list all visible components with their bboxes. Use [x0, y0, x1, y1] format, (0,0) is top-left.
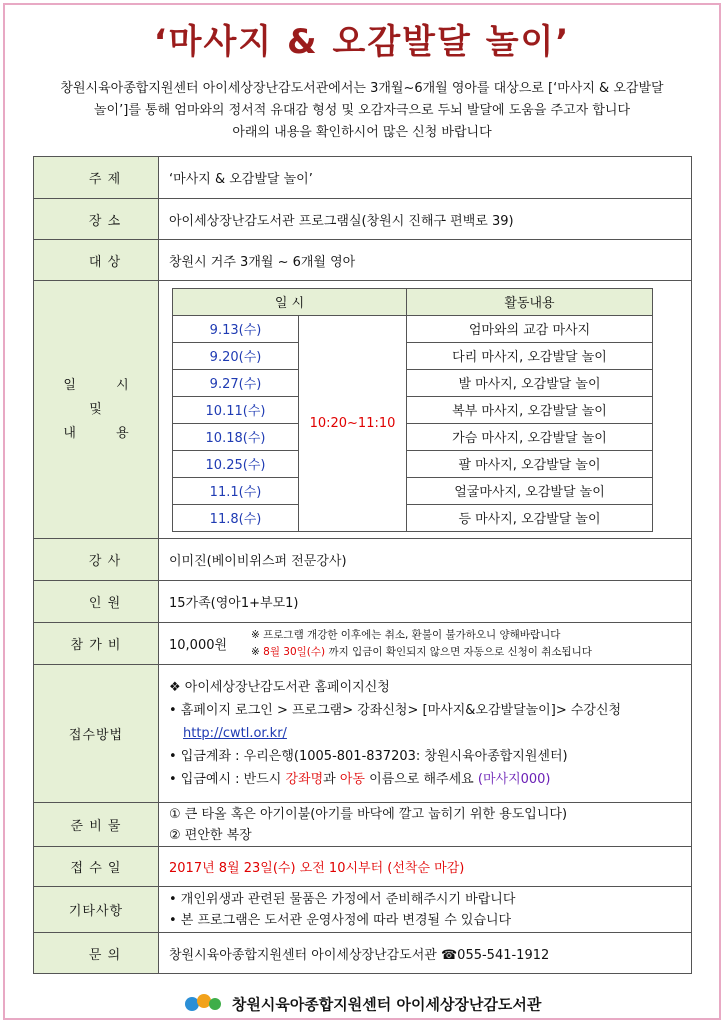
apply-line: • 입금계좌 : 우리은행(1005-801-837203: 창원시육아종합지원센터): [169, 749, 568, 764]
label-prep: 준 비 물: [34, 803, 159, 847]
fee-deadline: 8월 30일(수): [263, 645, 326, 658]
schedule-header-date: 일 시: [173, 288, 407, 315]
schedule-row: [173, 477, 653, 504]
schedule-date: 9.13(수): [173, 315, 299, 342]
apply-example-a: • 입금예시 : 반드시: [169, 772, 286, 787]
label-schedule-line: 일 시: [63, 377, 147, 393]
row-apply: [34, 665, 692, 803]
intro-line: 창원시육아종합지원센터 아이세상장난감도서관에서는 3개월~6개월 영아를 대상으로 [‘마사지 & 오감발달: [60, 81, 664, 96]
schedule-row: [173, 369, 653, 396]
value-fee: 10,000원: [169, 638, 228, 653]
value-receipt: 2017년 8월 23일(수) 오전 10시부터 (선착순 마감): [159, 847, 692, 887]
apply-example-sample: (마사지000): [477, 772, 551, 787]
label-fee: 참 가 비: [34, 623, 159, 665]
schedule-date: 11.8(수): [173, 504, 299, 531]
schedule-row: [173, 504, 653, 531]
schedule-date: 10.11(수): [173, 396, 299, 423]
row-instructor: [34, 539, 692, 581]
schedule-row: [173, 450, 653, 477]
fee-note-2-post: 까지 입금이 확인되지 않으면 자동으로 신청이 취소됩니다: [325, 645, 592, 658]
row-place: [34, 199, 692, 240]
schedule-content: 복부 마사지, 오감발달 놀이: [407, 396, 653, 423]
schedule-time: 10:20~11:10: [299, 315, 407, 531]
value-prep: [159, 803, 692, 847]
value-topic: ‘마사지 & 오감발달 놀이’: [159, 157, 692, 199]
info-table: [33, 156, 692, 974]
schedule-header-content: 활동내용: [407, 288, 653, 315]
row-etc: [34, 887, 692, 933]
value-place: 아이세상장난감도서관 프로그램실(창원시 진해구 편백로 39): [159, 199, 692, 240]
schedule-content: 팔 마사지, 오감발달 놀이: [407, 450, 653, 477]
schedule-content: 다리 마사지, 오감발달 놀이: [407, 342, 653, 369]
schedule-row: [173, 396, 653, 423]
apply-example-e: 이름으로 해주세요: [365, 772, 478, 787]
schedule-date: 11.1(수): [173, 477, 299, 504]
label-etc: 기타사항: [34, 887, 159, 933]
value-target: 창원시 거주 3개월 ~ 6개월 영아: [159, 240, 692, 281]
schedule-row: [173, 423, 653, 450]
etc-line: • 개인위생과 관련된 물품은 가정에서 준비해주시기 바랍니다: [169, 891, 516, 907]
schedule-table: [172, 288, 653, 532]
value-inquiry: 창원시육아종합지원센터 아이세상장난감도서관 ☎055-541-1912: [159, 933, 692, 974]
value-etc: [159, 887, 692, 933]
label-topic: 주 제: [34, 157, 159, 199]
row-target: [34, 240, 692, 281]
schedule-date: 9.27(수): [173, 369, 299, 396]
apply-line-example: [169, 768, 681, 791]
apply-example-course: 강좌명: [285, 772, 324, 787]
apply-example-child: 아동: [339, 772, 365, 787]
schedule-date: 10.18(수): [173, 423, 299, 450]
schedule-content: 발 마사지, 오감발달 놀이: [407, 369, 653, 396]
row-inquiry: [34, 933, 692, 974]
label-receipt: 접 수 일: [34, 847, 159, 887]
schedule-row: [173, 342, 653, 369]
row-fee: [34, 623, 692, 665]
footer: [0, 990, 724, 1020]
schedule-date: 10.25(수): [173, 450, 299, 477]
intro-text: [14, 78, 710, 144]
schedule-content: 등 마사지, 오감발달 놀이: [407, 504, 653, 531]
schedule-date: 9.20(수): [173, 342, 299, 369]
label-apply: 접수방법: [34, 665, 159, 803]
prep-line: ① 큰 타올 혹은 아기이불(아기를 바닥에 깔고 눕히기 위한 용도입니다): [169, 806, 568, 822]
schedule-content: 가슴 마사지, 오감발달 놀이: [407, 423, 653, 450]
intro-line: 놀이’]를 통해 엄마와의 정서적 유대감 형성 및 오감자극으로 두뇌 발달에 도움을 주고자 합니다: [94, 103, 630, 118]
row-topic: [34, 157, 692, 199]
label-schedule-line: 내 용: [63, 425, 147, 441]
label-headcount: 인 원: [34, 581, 159, 623]
label-schedule-line: 및: [89, 401, 103, 417]
fee-note-1: ※ 프로그램 개강한 이후에는 취소, 환불이 불가하오니 양해바랍니다: [251, 628, 561, 641]
row-schedule: [34, 281, 692, 539]
value-headcount: 15가족(영아1+부모1): [159, 581, 692, 623]
prep-line: ② 편안한 복장: [169, 827, 252, 843]
row-receipt: [34, 847, 692, 887]
label-schedule: [34, 281, 159, 539]
center-logo-icon: [183, 990, 223, 1020]
label-inquiry: 문 의: [34, 933, 159, 974]
fee-note-2-pre: ※: [251, 645, 264, 658]
apply-line: ❖ 아이세상장난감도서관 홈페이지신청: [169, 680, 390, 695]
row-headcount: [34, 581, 692, 623]
schedule-row: [173, 315, 653, 342]
footer-org-name: 창원시육아종합지원센터 아이세상장난감도서관: [231, 995, 542, 1014]
schedule-cell: [159, 281, 692, 539]
fee-note-2: [251, 644, 592, 661]
value-fee-cell: [159, 623, 692, 665]
apply-example-c: 과: [323, 772, 340, 787]
value-apply: [159, 665, 692, 803]
schedule-content: 엄마와의 교감 마사지: [407, 315, 653, 342]
label-place: 장 소: [34, 199, 159, 240]
etc-line: • 본 프로그램은 도서관 운영사정에 따라 변경될 수 있습니다: [169, 912, 512, 928]
apply-line: • 홈페이지 로그인 > 프로그램> 강좌신청> [마사지&오감발달놀이]> 수강신청: [169, 703, 622, 718]
schedule-content: 얼굴마사지, 오감발달 놀이: [407, 477, 653, 504]
label-instructor: 강 사: [34, 539, 159, 581]
homepage-link[interactable]: http://cwtl.or.kr/: [183, 726, 287, 741]
page-title: ‘마사지 & 오감발달 놀이’: [153, 22, 571, 62]
label-target: 대 상: [34, 240, 159, 281]
intro-line: 아래의 내용을 확인하시어 많은 신청 바랍니다: [232, 125, 492, 140]
value-instructor: 이미진(베이비위스퍼 전문강사): [159, 539, 692, 581]
row-prep: [34, 803, 692, 847]
